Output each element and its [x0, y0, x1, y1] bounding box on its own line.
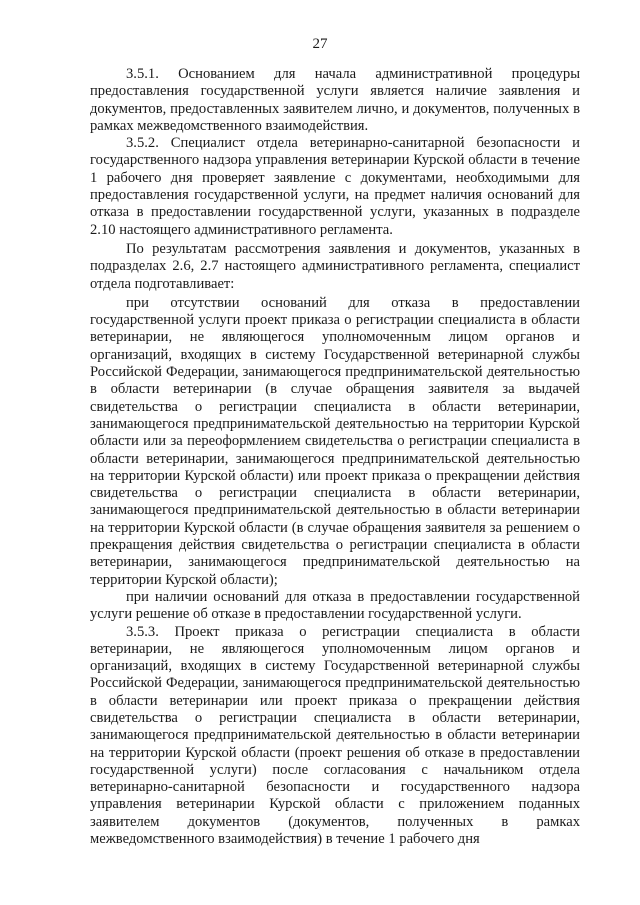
paragraph-no-grounds-for-refusal: при отсутствии оснований для отказа в предоставлении государственной услуги проект приказа о регистрации специалиста в области ветеринарии, не являющегося уполномоченным лицом органов и организаций, входящих в систему Государственной ветеринарной службы Российской Федерации, занимающегося предпринимательской деятельностью в области ветеринарии (в случае обращения заявителя за выдачей свидетельства о регистрации специалиста в области ветеринарии, занимающегося предпринимательской деятельностью на территории Курской области или за переоформлением свидетельства о регистрации специалиста в области ветеринарии, занимающегося предпринимательской деятельностью на территории Курской области) или проект приказа о прекращении действия свидетельства о регистрации специалиста в области ветеринарии, занимающегося предпринимательской деятельностью в области ветеринарии на территории Курской области (в случае обращения заявителя за решением о прекращения действия свидетельства о регистрации специалиста в области ветеринарии, занимающегося предпринимательской деятельностью на территории Курской области);	[90, 294, 580, 588]
paragraph-3-5-3: 3.5.3. Проект приказа о регистрации специалиста в области ветеринарии, не являющегося уполномоченным лицом органов и организаций, входящих в систему Государственной ветеринарной службы Российской Федерации, занимающегося предпринимательской деятельностью в области ветеринарии или проект приказа о прекращении действия свидетельства о регистрации специалиста в области ветеринарии, занимающегося предпринимательской деятельностью в области ветеринарии на территории Курской области (проект решения об отказе в предоставлении государственной услуги) после согласования с начальником отдела ветеринарно-санитарной безопасности и государственного надзора управления ветеринарии Курской области с приложением поданных заявителем документов (документов, полученных в рамках межведомственного взаимодействия) в течение 1 рабочего дня	[90, 623, 580, 848]
document-body	[90, 66, 580, 848]
page-number: 27	[312, 36, 328, 52]
paragraph-grounds-for-refusal: при наличии оснований для отказа в предоставлении государственной услуги решение об отказе в предоставлении государственной услуги.	[90, 588, 580, 623]
paragraph-review-results: По результатам рассмотрения заявления и документов, указанных в подразделах 2.6, 2.7 настоящего административного регламента, специалист отдела подготавливает:	[90, 240, 580, 292]
paragraph-3-5-2: 3.5.2. Специалист отдела ветеринарно-санитарной безопасности и государственного надзора управления ветеринарии Курской области в течение 1 рабочего дня проверяет заявление с документами, необходимыми для предоставления государственной услуги, на предмет наличия оснований для отказа в предоставлении государственной услуги, указанных в подразделе 2.10 настоящего административного регламента.	[90, 135, 580, 238]
paragraph-3-5-1: 3.5.1. Основанием для начала административной процедуры предоставления государственной услуги является наличие заявления и документов, предоставленных заявителем лично, и документов, полученных в рамках межведомственного взаимодействия.	[90, 66, 580, 134]
